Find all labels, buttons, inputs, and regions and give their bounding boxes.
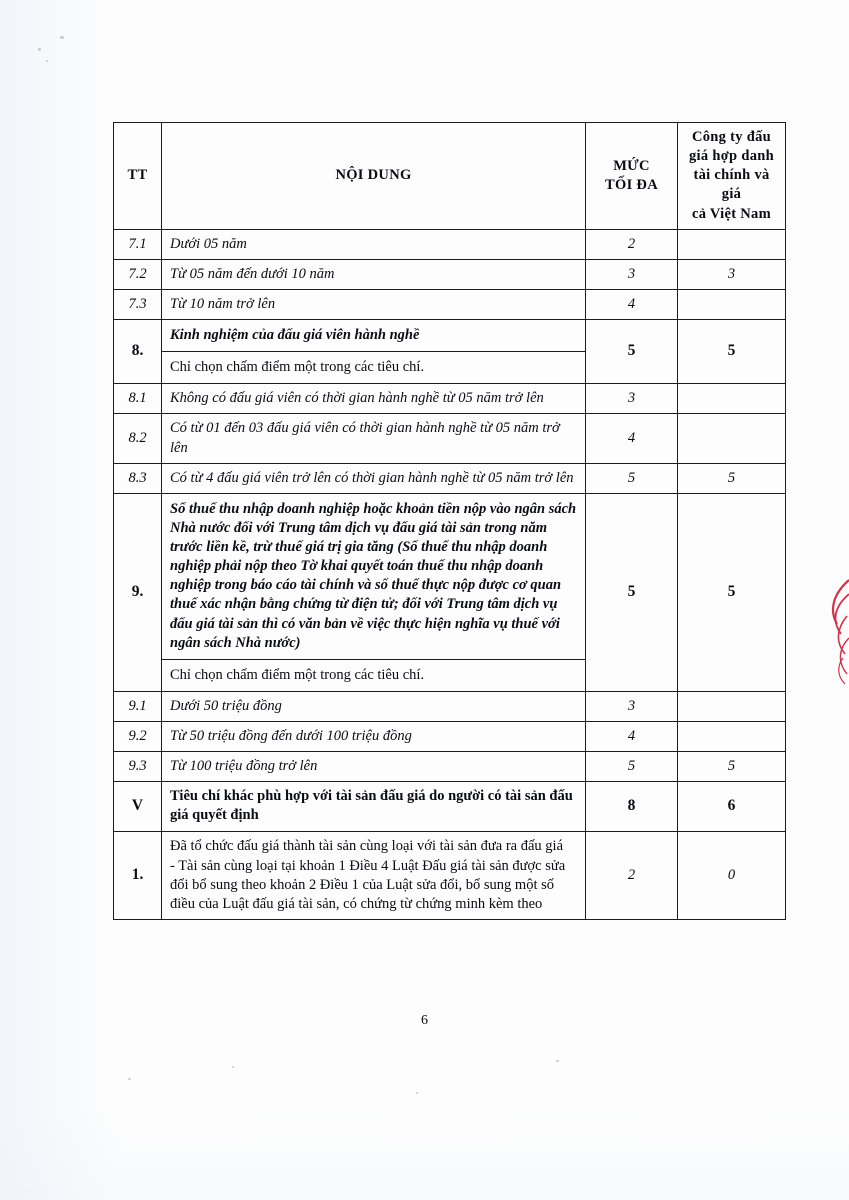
header-max-line1: MỨC	[613, 157, 650, 174]
row-max: 4	[586, 414, 678, 463]
table-row	[114, 229, 786, 259]
row-max: 5	[586, 752, 678, 782]
header-max-line2: TỐI ĐA	[605, 176, 658, 193]
table-row	[114, 289, 786, 319]
header-company-line1: Công ty đấu	[691, 129, 772, 145]
row-content-main: Số thuế thu nhập doanh nghiệp hoặc khoản tiền nộp vào ngân sách Nhà nước đối với Trung tâm dịch vụ đấu giá tài sản trong năm trước liền kề, trừ thuế giá trị gia tăng (Số thuế thu nhập doanh nghiệp phải nộp theo Tờ khai quyết toán thuế thu nhập doanh nghiệp trong báo cáo tài chính và số thuế thực nộp được cơ quan thuế xác nhận bằng chứng từ điện tử; đối với Trung tâm dịch vụ đấu giá tài sản thì có văn bản về việc thực hiện nghĩa vụ thuế với ngân sách Nhà nước)	[170, 500, 577, 651]
criteria-table	[113, 122, 786, 920]
row-content-line: Đã tổ chức đấu giá thành tài sản cùng loại với tài sản đưa ra đấu giá	[170, 837, 564, 854]
row-max: 4	[586, 289, 678, 319]
table-row	[114, 320, 786, 384]
table-row	[114, 259, 786, 289]
row-tt: 7.3	[114, 289, 162, 319]
table-row	[114, 782, 786, 831]
header-content: NỘI DUNG	[162, 123, 586, 230]
row-company: 6	[678, 782, 786, 831]
red-stamp-fragment-icon	[819, 576, 849, 686]
row-company: 5	[678, 463, 786, 493]
scan-speck	[60, 36, 64, 39]
table-row	[114, 691, 786, 721]
row-tt: 8.2	[114, 414, 162, 463]
row-content: Từ 100 triệu đồng trở lên	[162, 752, 586, 782]
row-max: 5	[586, 463, 678, 493]
row-content	[162, 831, 586, 920]
scan-speck	[38, 48, 41, 51]
table-row	[114, 831, 786, 920]
header-company-line2: giá hợp danh	[689, 148, 774, 165]
row-max: 5	[586, 320, 678, 384]
row-company	[678, 722, 786, 752]
header-tt: TT	[114, 123, 162, 230]
row-content: Tiêu chí khác phù hợp với tài sản đấu giá do người có tài sản đấu giá quyết định	[162, 782, 586, 831]
row-content: Không có đấu giá viên có thời gian hành nghề từ 05 năm trở lên	[162, 384, 586, 414]
header-max	[586, 123, 678, 230]
row-max: 3	[586, 384, 678, 414]
row-content: Dưới 50 triệu đồng	[162, 691, 586, 721]
row-company	[678, 691, 786, 721]
scan-speck	[416, 1092, 418, 1094]
page-number: 6	[421, 1013, 428, 1028]
row-company	[678, 229, 786, 259]
row-content: Có từ 01 đến 03 đấu giá viên có thời gian hành nghề từ 05 năm trở lên	[162, 414, 586, 463]
row-max: 2	[586, 831, 678, 920]
row-company: 3	[678, 259, 786, 289]
row-tt: 8.3	[114, 463, 162, 493]
row-company: 5	[678, 752, 786, 782]
row-company: 5	[678, 493, 786, 691]
row-company	[678, 289, 786, 319]
row-company	[678, 414, 786, 463]
row-company: 5	[678, 320, 786, 384]
row-company	[678, 384, 786, 414]
row-tt: 1.	[114, 831, 162, 920]
row-content: Từ 50 triệu đồng đến dưới 100 triệu đồng	[162, 722, 586, 752]
row-company: 0	[678, 831, 786, 920]
header-company-line3: tài chính và giá	[693, 167, 770, 203]
row-tt: 8.1	[114, 384, 162, 414]
row-content: Có từ 4 đấu giá viên trở lên có thời gian hành nghề từ 05 năm trở lên	[162, 463, 586, 493]
scan-speck	[232, 1066, 234, 1068]
row-max: 4	[586, 722, 678, 752]
row-tt: V	[114, 782, 162, 831]
scan-speck	[46, 60, 48, 62]
row-content-note: Chỉ chọn chấm điểm một trong các tiêu chí.	[162, 351, 585, 383]
row-tt: 8.	[114, 320, 162, 384]
row-max: 8	[586, 782, 678, 831]
table-row	[114, 493, 786, 691]
table-row	[114, 414, 786, 463]
header-company	[678, 123, 786, 230]
row-max: 2	[586, 229, 678, 259]
criteria-table-wrapper	[113, 122, 785, 920]
row-max: 5	[586, 493, 678, 691]
row-tt: 9.1	[114, 691, 162, 721]
row-tt: 9.	[114, 493, 162, 691]
scan-speck	[128, 1078, 131, 1080]
row-max: 3	[586, 259, 678, 289]
table-row	[114, 463, 786, 493]
row-tt: 7.1	[114, 229, 162, 259]
row-content-note: Chỉ chọn chấm điểm một trong các tiêu chí.	[162, 659, 585, 691]
table-row	[114, 722, 786, 752]
row-tt: 7.2	[114, 259, 162, 289]
table-row	[114, 384, 786, 414]
row-content: Từ 05 năm đến dưới 10 năm	[162, 259, 586, 289]
scan-speck	[556, 1060, 559, 1062]
row-content	[162, 320, 586, 384]
row-content: Dưới 05 năm	[162, 229, 586, 259]
row-content-line: - Tài sản cùng loại tại khoản 1 Điều 4 Luật Đấu giá tài sản được sửa đổi bổ sung theo khoản 2 Điều 1 của Luật sửa đổi, bổ sung một số điều của Luật đấu giá tài sản, có chứng từ chứng minh kèm theo	[170, 857, 566, 912]
row-tt: 9.2	[114, 722, 162, 752]
header-company-line4: cả Việt Nam	[691, 205, 771, 222]
row-max: 3	[586, 691, 678, 721]
row-content	[162, 493, 586, 691]
row-tt: 9.3	[114, 752, 162, 782]
table-header-row	[114, 123, 786, 230]
table-row	[114, 752, 786, 782]
row-content-main: Kinh nghiệm của đấu giá viên hành nghề	[170, 327, 420, 343]
row-content: Từ 10 năm trở lên	[162, 289, 586, 319]
